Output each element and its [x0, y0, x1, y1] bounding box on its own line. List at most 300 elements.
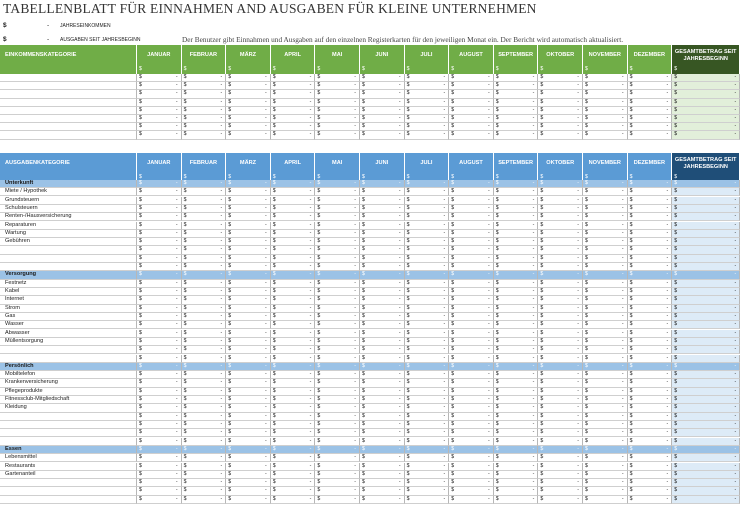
income-amount-cell[interactable]	[538, 82, 583, 90]
income-amount-cell[interactable]	[405, 123, 450, 131]
expense-amount-cell[interactable]	[583, 471, 628, 479]
expense-amount-cell[interactable]	[405, 338, 450, 346]
expense-amount-cell[interactable]	[449, 346, 494, 354]
expense-amount-cell[interactable]	[360, 180, 405, 188]
income-amount-cell[interactable]	[271, 123, 316, 131]
expense-amount-cell[interactable]	[271, 305, 316, 313]
expense-amount-cell[interactable]	[360, 321, 405, 329]
expense-amount-cell[interactable]	[628, 205, 673, 213]
expense-amount-cell[interactable]	[315, 230, 360, 238]
expense-category-cell[interactable]: Müllentsorgung	[0, 338, 137, 346]
expense-amount-cell[interactable]	[137, 479, 182, 487]
expense-amount-cell[interactable]	[494, 388, 539, 396]
expense-amount-cell[interactable]	[583, 305, 628, 313]
expense-amount-cell[interactable]	[271, 180, 316, 188]
expense-amount-cell[interactable]	[226, 355, 271, 363]
expense-amount-cell[interactable]	[494, 222, 539, 230]
expense-amount-cell[interactable]	[182, 438, 227, 446]
expense-amount-cell[interactable]	[628, 222, 673, 230]
income-amount-cell[interactable]	[583, 82, 628, 90]
income-category-cell[interactable]	[0, 66, 137, 74]
expense-amount-cell[interactable]	[182, 388, 227, 396]
expense-amount-cell[interactable]	[494, 346, 539, 354]
income-amount-cell[interactable]	[137, 131, 182, 139]
income-amount-cell[interactable]	[628, 82, 673, 90]
expense-amount-cell[interactable]	[494, 363, 539, 371]
income-amount-cell[interactable]	[182, 99, 227, 107]
expense-amount-cell[interactable]	[628, 346, 673, 354]
expense-amount-cell[interactable]	[583, 454, 628, 462]
income-amount-cell[interactable]	[405, 131, 450, 139]
income-amount-cell[interactable]	[494, 82, 539, 90]
expense-amount-cell[interactable]	[405, 222, 450, 230]
expense-amount-cell[interactable]	[137, 404, 182, 412]
income-amount-cell[interactable]	[628, 115, 673, 123]
expense-amount-cell[interactable]	[182, 305, 227, 313]
expense-amount-cell[interactable]	[182, 263, 227, 271]
expense-amount-cell[interactable]	[182, 446, 227, 454]
expense-amount-cell[interactable]	[315, 296, 360, 304]
expense-amount-cell[interactable]	[360, 255, 405, 263]
expense-amount-cell[interactable]	[538, 313, 583, 321]
expense-amount-cell[interactable]	[226, 421, 271, 429]
income-amount-cell[interactable]	[583, 90, 628, 98]
income-amount-cell[interactable]	[494, 123, 539, 131]
expense-amount-cell[interactable]	[137, 471, 182, 479]
income-amount-cell[interactable]	[271, 66, 316, 74]
expense-amount-cell[interactable]	[360, 355, 405, 363]
expense-amount-cell[interactable]	[449, 238, 494, 246]
income-amount-cell[interactable]	[226, 123, 271, 131]
income-amount-cell[interactable]	[538, 99, 583, 107]
expense-amount-cell[interactable]	[405, 471, 450, 479]
income-category-cell[interactable]	[0, 107, 137, 115]
expense-amount-cell[interactable]	[449, 438, 494, 446]
income-amount-cell[interactable]	[538, 66, 583, 74]
expense-amount-cell[interactable]	[405, 197, 450, 205]
expense-amount-cell[interactable]	[583, 404, 628, 412]
expense-amount-cell[interactable]	[315, 371, 360, 379]
income-amount-cell[interactable]	[583, 131, 628, 139]
expense-amount-cell[interactable]	[628, 496, 673, 504]
income-amount-cell[interactable]	[137, 115, 182, 123]
income-amount-cell[interactable]	[182, 66, 227, 74]
expense-amount-cell[interactable]	[271, 296, 316, 304]
expense-amount-cell[interactable]	[315, 180, 360, 188]
expense-amount-cell[interactable]	[494, 429, 539, 437]
expense-amount-cell[interactable]	[226, 413, 271, 421]
expense-amount-cell[interactable]	[315, 238, 360, 246]
expense-amount-cell[interactable]	[137, 346, 182, 354]
expense-amount-cell[interactable]	[226, 338, 271, 346]
income-amount-cell[interactable]	[271, 99, 316, 107]
expense-amount-cell[interactable]	[226, 396, 271, 404]
expense-amount-cell[interactable]	[182, 479, 227, 487]
expense-amount-cell[interactable]	[271, 413, 316, 421]
expense-amount-cell[interactable]	[271, 213, 316, 221]
expense-amount-cell[interactable]	[137, 321, 182, 329]
income-amount-cell[interactable]	[360, 66, 405, 74]
income-amount-cell[interactable]	[137, 99, 182, 107]
expense-amount-cell[interactable]	[494, 321, 539, 329]
income-amount-cell[interactable]	[583, 99, 628, 107]
expense-amount-cell[interactable]	[360, 346, 405, 354]
expense-amount-cell[interactable]	[315, 313, 360, 321]
expense-amount-cell[interactable]	[315, 471, 360, 479]
expense-amount-cell[interactable]	[628, 263, 673, 271]
expense-amount-cell[interactable]	[360, 246, 405, 254]
expense-amount-cell[interactable]	[405, 496, 450, 504]
expense-amount-cell[interactable]	[405, 263, 450, 271]
expense-amount-cell[interactable]	[628, 180, 673, 188]
expense-amount-cell[interactable]	[315, 396, 360, 404]
expense-amount-cell[interactable]	[405, 180, 450, 188]
expense-amount-cell[interactable]	[538, 180, 583, 188]
expense-amount-cell[interactable]	[137, 230, 182, 238]
expense-amount-cell[interactable]	[405, 421, 450, 429]
expense-amount-cell[interactable]	[182, 463, 227, 471]
expense-amount-cell[interactable]	[449, 205, 494, 213]
expense-amount-cell[interactable]	[226, 230, 271, 238]
expense-amount-cell[interactable]	[226, 438, 271, 446]
expense-amount-cell[interactable]	[405, 487, 450, 495]
income-amount-cell[interactable]	[628, 107, 673, 115]
expense-amount-cell[interactable]	[628, 429, 673, 437]
expense-amount-cell[interactable]	[628, 446, 673, 454]
expense-amount-cell[interactable]	[271, 205, 316, 213]
expense-amount-cell[interactable]	[583, 338, 628, 346]
expense-amount-cell[interactable]	[315, 463, 360, 471]
expense-amount-cell[interactable]	[494, 479, 539, 487]
expense-amount-cell[interactable]	[315, 288, 360, 296]
expense-amount-cell[interactable]	[182, 246, 227, 254]
income-amount-cell[interactable]	[360, 107, 405, 115]
expense-amount-cell[interactable]	[494, 446, 539, 454]
income-amount-cell[interactable]	[360, 99, 405, 107]
income-amount-cell[interactable]	[226, 74, 271, 82]
expense-amount-cell[interactable]	[583, 496, 628, 504]
expense-amount-cell[interactable]	[271, 321, 316, 329]
expense-amount-cell[interactable]	[137, 255, 182, 263]
expense-amount-cell[interactable]	[538, 421, 583, 429]
expense-category-cell[interactable]: Gartenanteil	[0, 471, 137, 479]
expense-amount-cell[interactable]	[583, 396, 628, 404]
expense-amount-cell[interactable]	[628, 213, 673, 221]
expense-amount-cell[interactable]	[449, 188, 494, 196]
income-amount-cell[interactable]	[315, 82, 360, 90]
expense-amount-cell[interactable]	[538, 330, 583, 338]
expense-amount-cell[interactable]	[405, 230, 450, 238]
expense-amount-cell[interactable]	[182, 487, 227, 495]
expense-amount-cell[interactable]	[315, 421, 360, 429]
expense-amount-cell[interactable]	[494, 280, 539, 288]
income-amount-cell[interactable]	[449, 123, 494, 131]
expense-category-cell[interactable]	[0, 487, 137, 495]
expense-amount-cell[interactable]	[360, 496, 405, 504]
expense-amount-cell[interactable]	[226, 388, 271, 396]
expense-amount-cell[interactable]	[494, 487, 539, 495]
income-amount-cell[interactable]	[226, 66, 271, 74]
expense-amount-cell[interactable]	[182, 496, 227, 504]
expense-amount-cell[interactable]	[583, 438, 628, 446]
income-amount-cell[interactable]	[315, 90, 360, 98]
expense-amount-cell[interactable]	[405, 330, 450, 338]
expense-amount-cell[interactable]	[360, 413, 405, 421]
income-amount-cell[interactable]	[538, 131, 583, 139]
expense-amount-cell[interactable]	[628, 230, 673, 238]
expense-amount-cell[interactable]	[538, 429, 583, 437]
expense-amount-cell[interactable]	[405, 388, 450, 396]
expense-amount-cell[interactable]	[360, 379, 405, 387]
income-amount-cell[interactable]	[494, 66, 539, 74]
expense-amount-cell[interactable]	[137, 355, 182, 363]
expense-category-cell[interactable]: Restaurants	[0, 463, 137, 471]
expense-amount-cell[interactable]	[538, 188, 583, 196]
income-amount-cell[interactable]	[315, 115, 360, 123]
expense-amount-cell[interactable]	[182, 471, 227, 479]
expense-amount-cell[interactable]	[628, 454, 673, 462]
expense-amount-cell[interactable]	[182, 371, 227, 379]
expense-amount-cell[interactable]	[226, 213, 271, 221]
expense-category-cell[interactable]: Internet	[0, 296, 137, 304]
income-category-cell[interactable]	[0, 123, 137, 131]
expense-amount-cell[interactable]	[226, 321, 271, 329]
expense-amount-cell[interactable]	[405, 188, 450, 196]
expense-amount-cell[interactable]	[315, 346, 360, 354]
expense-amount-cell[interactable]	[583, 355, 628, 363]
income-amount-cell[interactable]	[449, 107, 494, 115]
expense-amount-cell[interactable]	[182, 205, 227, 213]
income-amount-cell[interactable]	[583, 107, 628, 115]
expense-amount-cell[interactable]	[271, 338, 316, 346]
expense-amount-cell[interactable]	[271, 288, 316, 296]
expense-amount-cell[interactable]	[494, 213, 539, 221]
income-amount-cell[interactable]	[538, 107, 583, 115]
expense-amount-cell[interactable]	[538, 213, 583, 221]
expense-amount-cell[interactable]	[494, 371, 539, 379]
expense-amount-cell[interactable]	[628, 288, 673, 296]
expense-amount-cell[interactable]	[226, 263, 271, 271]
expense-amount-cell[interactable]	[538, 238, 583, 246]
expense-amount-cell[interactable]	[137, 222, 182, 230]
expense-amount-cell[interactable]	[271, 271, 316, 279]
expense-amount-cell[interactable]	[271, 429, 316, 437]
expense-amount-cell[interactable]	[360, 330, 405, 338]
expense-amount-cell[interactable]	[271, 454, 316, 462]
expense-amount-cell[interactable]	[405, 296, 450, 304]
expense-amount-cell[interactable]	[538, 471, 583, 479]
expense-amount-cell[interactable]	[494, 238, 539, 246]
expense-amount-cell[interactable]	[449, 479, 494, 487]
expense-amount-cell[interactable]	[628, 404, 673, 412]
expense-amount-cell[interactable]	[494, 379, 539, 387]
expense-amount-cell[interactable]	[449, 429, 494, 437]
expense-amount-cell[interactable]	[405, 246, 450, 254]
expense-amount-cell[interactable]	[449, 355, 494, 363]
expense-amount-cell[interactable]	[449, 446, 494, 454]
income-amount-cell[interactable]	[315, 74, 360, 82]
expense-amount-cell[interactable]	[182, 363, 227, 371]
expense-amount-cell[interactable]	[360, 230, 405, 238]
expense-amount-cell[interactable]	[360, 280, 405, 288]
expense-category-cell[interactable]: Miete / Hypothek	[0, 188, 137, 196]
expense-amount-cell[interactable]	[137, 246, 182, 254]
expense-category-cell[interactable]	[0, 438, 137, 446]
expense-amount-cell[interactable]	[271, 188, 316, 196]
expense-amount-cell[interactable]	[315, 404, 360, 412]
expense-category-cell[interactable]: Mobiltelefon	[0, 371, 137, 379]
expense-amount-cell[interactable]	[226, 471, 271, 479]
expense-amount-cell[interactable]	[538, 379, 583, 387]
expense-amount-cell[interactable]	[271, 421, 316, 429]
expense-amount-cell[interactable]	[360, 479, 405, 487]
expense-amount-cell[interactable]	[226, 446, 271, 454]
expense-amount-cell[interactable]	[583, 238, 628, 246]
expense-amount-cell[interactable]	[137, 288, 182, 296]
income-amount-cell[interactable]	[449, 66, 494, 74]
expense-amount-cell[interactable]	[137, 238, 182, 246]
expense-amount-cell[interactable]	[360, 421, 405, 429]
expense-amount-cell[interactable]	[271, 438, 316, 446]
expense-amount-cell[interactable]	[628, 413, 673, 421]
expense-amount-cell[interactable]	[271, 280, 316, 288]
expense-amount-cell[interactable]	[538, 371, 583, 379]
expense-amount-cell[interactable]	[137, 396, 182, 404]
expense-category-cell[interactable]: Wartung	[0, 230, 137, 238]
expense-amount-cell[interactable]	[494, 396, 539, 404]
expense-amount-cell[interactable]	[583, 379, 628, 387]
expense-amount-cell[interactable]	[271, 487, 316, 495]
expense-amount-cell[interactable]	[226, 313, 271, 321]
income-amount-cell[interactable]	[538, 115, 583, 123]
expense-amount-cell[interactable]	[137, 429, 182, 437]
income-amount-cell[interactable]	[583, 74, 628, 82]
expense-amount-cell[interactable]	[583, 230, 628, 238]
expense-amount-cell[interactable]	[405, 255, 450, 263]
income-amount-cell[interactable]	[583, 66, 628, 74]
expense-amount-cell[interactable]	[449, 280, 494, 288]
income-amount-cell[interactable]	[583, 115, 628, 123]
income-amount-cell[interactable]	[628, 123, 673, 131]
expense-amount-cell[interactable]	[315, 496, 360, 504]
income-amount-cell[interactable]	[137, 66, 182, 74]
income-amount-cell[interactable]	[494, 90, 539, 98]
expense-amount-cell[interactable]	[360, 188, 405, 196]
expense-amount-cell[interactable]	[583, 246, 628, 254]
expense-amount-cell[interactable]	[583, 222, 628, 230]
income-amount-cell[interactable]	[226, 82, 271, 90]
expense-amount-cell[interactable]	[137, 180, 182, 188]
expense-amount-cell[interactable]	[226, 197, 271, 205]
expense-amount-cell[interactable]	[182, 404, 227, 412]
expense-amount-cell[interactable]	[226, 238, 271, 246]
income-amount-cell[interactable]	[405, 107, 450, 115]
expense-amount-cell[interactable]	[583, 271, 628, 279]
expense-amount-cell[interactable]	[271, 496, 316, 504]
expense-amount-cell[interactable]	[137, 438, 182, 446]
expense-amount-cell[interactable]	[315, 330, 360, 338]
expense-amount-cell[interactable]	[182, 321, 227, 329]
income-amount-cell[interactable]	[226, 99, 271, 107]
expense-amount-cell[interactable]	[360, 429, 405, 437]
expense-amount-cell[interactable]	[360, 388, 405, 396]
income-amount-cell[interactable]	[405, 66, 450, 74]
income-amount-cell[interactable]	[360, 82, 405, 90]
expense-amount-cell[interactable]	[182, 296, 227, 304]
expense-amount-cell[interactable]	[449, 246, 494, 254]
expense-amount-cell[interactable]	[360, 404, 405, 412]
expense-amount-cell[interactable]	[538, 438, 583, 446]
expense-amount-cell[interactable]	[583, 487, 628, 495]
income-amount-cell[interactable]	[494, 131, 539, 139]
expense-amount-cell[interactable]	[494, 197, 539, 205]
expense-category-cell[interactable]: Versorgung	[0, 271, 137, 279]
expense-amount-cell[interactable]	[137, 197, 182, 205]
expense-amount-cell[interactable]	[538, 263, 583, 271]
expense-amount-cell[interactable]	[494, 330, 539, 338]
expense-amount-cell[interactable]	[137, 271, 182, 279]
expense-amount-cell[interactable]	[628, 355, 673, 363]
expense-amount-cell[interactable]	[360, 271, 405, 279]
income-amount-cell[interactable]	[137, 74, 182, 82]
expense-amount-cell[interactable]	[137, 188, 182, 196]
expense-amount-cell[interactable]	[360, 263, 405, 271]
expense-amount-cell[interactable]	[137, 463, 182, 471]
expense-category-cell[interactable]	[0, 346, 137, 354]
expense-amount-cell[interactable]	[628, 463, 673, 471]
expense-amount-cell[interactable]	[449, 371, 494, 379]
expense-amount-cell[interactable]	[494, 355, 539, 363]
expense-amount-cell[interactable]	[628, 296, 673, 304]
income-amount-cell[interactable]	[137, 107, 182, 115]
expense-amount-cell[interactable]	[226, 429, 271, 437]
expense-category-cell[interactable]	[0, 246, 137, 254]
expense-amount-cell[interactable]	[405, 271, 450, 279]
expense-amount-cell[interactable]	[583, 255, 628, 263]
income-amount-cell[interactable]	[449, 115, 494, 123]
expense-amount-cell[interactable]	[226, 371, 271, 379]
expense-amount-cell[interactable]	[137, 496, 182, 504]
expense-amount-cell[interactable]	[628, 379, 673, 387]
income-category-cell[interactable]	[0, 82, 137, 90]
expense-amount-cell[interactable]	[182, 396, 227, 404]
expense-amount-cell[interactable]	[449, 471, 494, 479]
expense-amount-cell[interactable]	[226, 305, 271, 313]
expense-amount-cell[interactable]	[226, 255, 271, 263]
expense-amount-cell[interactable]	[583, 413, 628, 421]
expense-amount-cell[interactable]	[449, 255, 494, 263]
expense-amount-cell[interactable]	[360, 338, 405, 346]
expense-amount-cell[interactable]	[405, 396, 450, 404]
expense-amount-cell[interactable]	[226, 222, 271, 230]
expense-amount-cell[interactable]	[271, 371, 316, 379]
expense-amount-cell[interactable]	[405, 404, 450, 412]
expense-amount-cell[interactable]	[628, 246, 673, 254]
expense-amount-cell[interactable]	[182, 454, 227, 462]
expense-amount-cell[interactable]	[137, 313, 182, 321]
income-category-cell[interactable]	[0, 74, 137, 82]
expense-amount-cell[interactable]	[405, 238, 450, 246]
expense-amount-cell[interactable]	[271, 222, 316, 230]
expense-amount-cell[interactable]	[360, 463, 405, 471]
expense-amount-cell[interactable]	[360, 363, 405, 371]
expense-amount-cell[interactable]	[583, 363, 628, 371]
expense-amount-cell[interactable]	[494, 421, 539, 429]
expense-amount-cell[interactable]	[226, 346, 271, 354]
income-amount-cell[interactable]	[271, 115, 316, 123]
expense-amount-cell[interactable]	[583, 479, 628, 487]
expense-amount-cell[interactable]	[226, 188, 271, 196]
